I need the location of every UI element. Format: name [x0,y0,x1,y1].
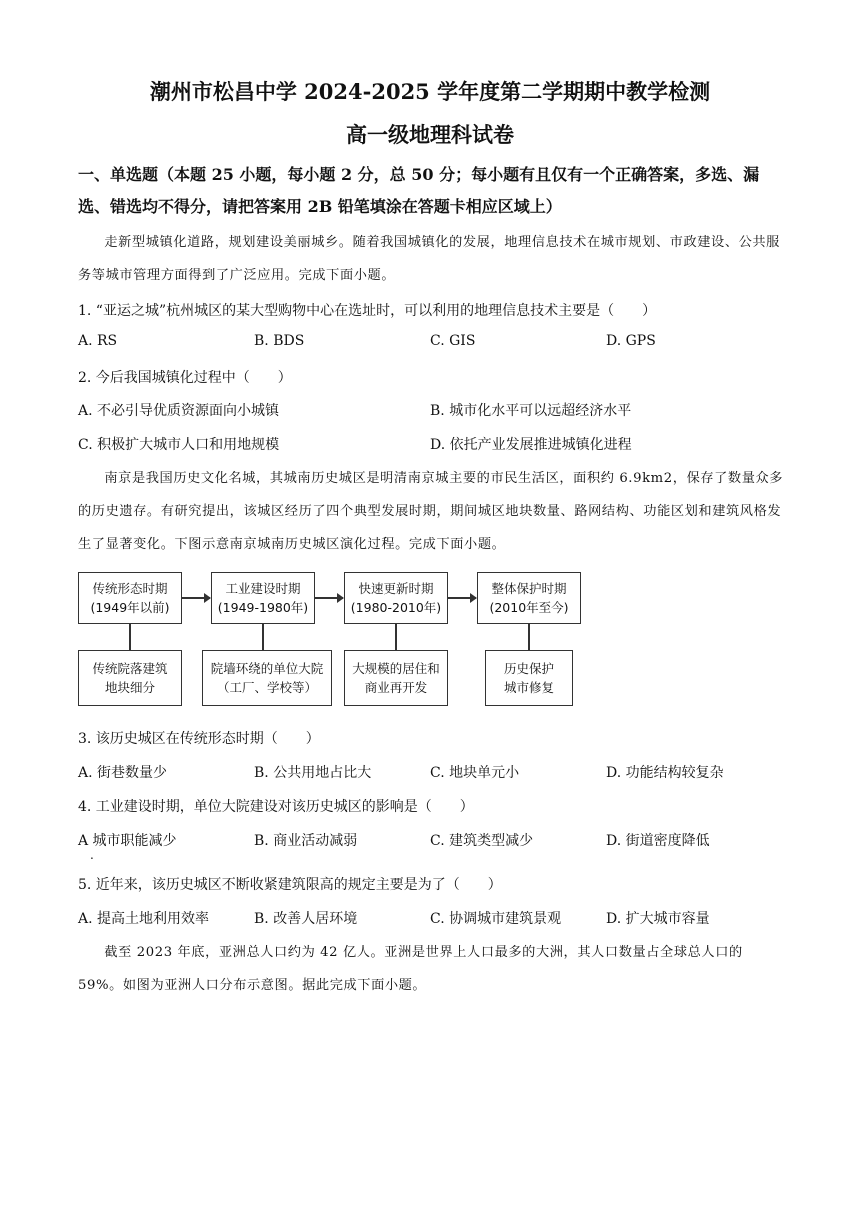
question-1-stem: 1. “亚运之城”杭州城区的某大型购物中心在选址时，可以利用的地理信息技术主要是（ ） [78,303,657,319]
period-name: 快速更新时期 [358,581,434,596]
feature-line: 商业再开发 [364,680,428,695]
connector-2 [262,624,264,650]
q3-option-c: C. 地块单元小 [430,765,520,781]
period-years: (1949-1980年) [217,600,309,615]
q3-option-a: A. 街巷数量少 [78,765,168,781]
q1-option-a: A. RS [78,333,118,349]
q2-option-d: D. 依托产业发展推进城镇化进程 [430,437,632,453]
passage-2: 南京是我国历史文化名城，其城南历史城区是明清南京城主要的市民生活区，面积约 6.9km2，保存了数量众多的历史遗存。有研究提出，该城区经历了四个典型发展时期，期间城区地块数量、路网结构、功能区划和建筑风格发生了显著变化。下图示意南京城南历史城区演化过程。完成下面小题。 [78,471,784,552]
passage-1: 走新型城镇化道路，规划建设美丽城乡。随着我国城镇化的发展，地理信息技术在城市规划、市政建设、公共服务等城市管理方面得到了广泛应用。完成下面小题。 [78,235,780,283]
q4-option-d: D. 街道密度降低 [606,833,710,849]
feature-box-industrial [202,650,332,706]
q1-option-d: D. GPS [606,333,656,349]
feature-line: 院墙环绕的单位大院 [210,661,324,676]
exam-title: 潮州市松昌中学 2024-2025 学年度第二学期期中教学检测 [149,79,711,104]
q5-option-b: B. 改善人居环境 [254,911,358,927]
q2-option-b: B. 城市化水平可以远超经济水平 [430,403,632,419]
connector-4 [528,624,530,650]
connector-1 [129,624,131,650]
feature-line: 传统院落建筑 [92,661,168,676]
section-heading: 一、单选题（本题 25 小题，每小题 2 分，总 50 分；每小题有且仅有一个正确答案，多选、漏选、错选均不得分，请把答案用 2B 铅笔填涂在答题卡相应区域上） [78,165,760,216]
period-years: (2010年至今) [489,600,569,615]
q5-option-c: C. 协调城市建筑景观 [430,911,562,927]
q5-option-a: A. 提高土地利用效率 [78,911,210,927]
period-name: 传统形态时期 [92,581,168,596]
question-2-stem: 2. 今后我国城镇化过程中（ ） [78,370,292,386]
feature-box-traditional [78,650,182,706]
question-5-stem: 5. 近年来，该历史城区不断收紧建筑限高的规定主要是为了（ ） [78,877,502,893]
connector-3 [395,624,397,650]
question-4-stem: 4. 工业建设时期，单位大院建设对该历史城区的影响是（ ） [78,799,474,815]
exam-subtitle: 高一级地理科试卷 [346,122,514,147]
feature-box-protection [485,650,573,706]
arrow-2 [315,597,343,599]
passage-3: 截至 2023 年底，亚洲总人口约为 42 亿人。亚洲是世界上人口最多的大洲，其人口数量占全球总人口的 59%。如图为亚洲人口分布示意图。据此完成下面小题。 [78,945,743,993]
q2-option-a: A. 不必引导优质资源面向小城镇 [78,403,280,419]
feature-line: 城市修复 [503,680,554,695]
q4-option-b: B. 商业活动减弱 [254,833,358,849]
q5-option-d: D. 扩大城市容量 [606,911,710,927]
period-name: 工业建设时期 [225,581,301,596]
period-box-industrial [211,572,315,624]
feature-line: 大规模的居住和 [352,661,440,676]
arrow-1 [182,597,210,599]
feature-line: 历史保护 [503,661,554,676]
q4-option-a: A 城市职能减少 [78,833,177,849]
period-years: (1949年以前) [90,600,170,615]
period-box-rapid-renewal [344,572,448,624]
period-box-protection [477,572,581,624]
period-name: 整体保护时期 [491,581,567,596]
q3-option-d: D. 功能结构较复杂 [606,765,724,781]
feature-box-rapid-renewal [344,650,448,706]
stray-dot: . [90,848,94,862]
feature-line: （工厂、学校等） [216,680,317,695]
period-years: (1980-2010年) [350,600,442,615]
q4-option-c: C. 建筑类型减少 [430,833,534,849]
city-evolution-diagram [78,568,588,712]
question-3-stem: 3. 该历史城区在传统形态时期（ ） [78,731,320,747]
q1-option-c: C. GIS [430,333,476,349]
arrow-3 [448,597,476,599]
period-box-traditional [78,572,182,624]
q1-option-b: B. BDS [254,333,305,349]
q3-option-b: B. 公共用地占比大 [254,765,372,781]
q2-option-c: C. 积极扩大城市人口和用地规模 [78,437,280,453]
feature-line: 地块细分 [104,680,155,695]
